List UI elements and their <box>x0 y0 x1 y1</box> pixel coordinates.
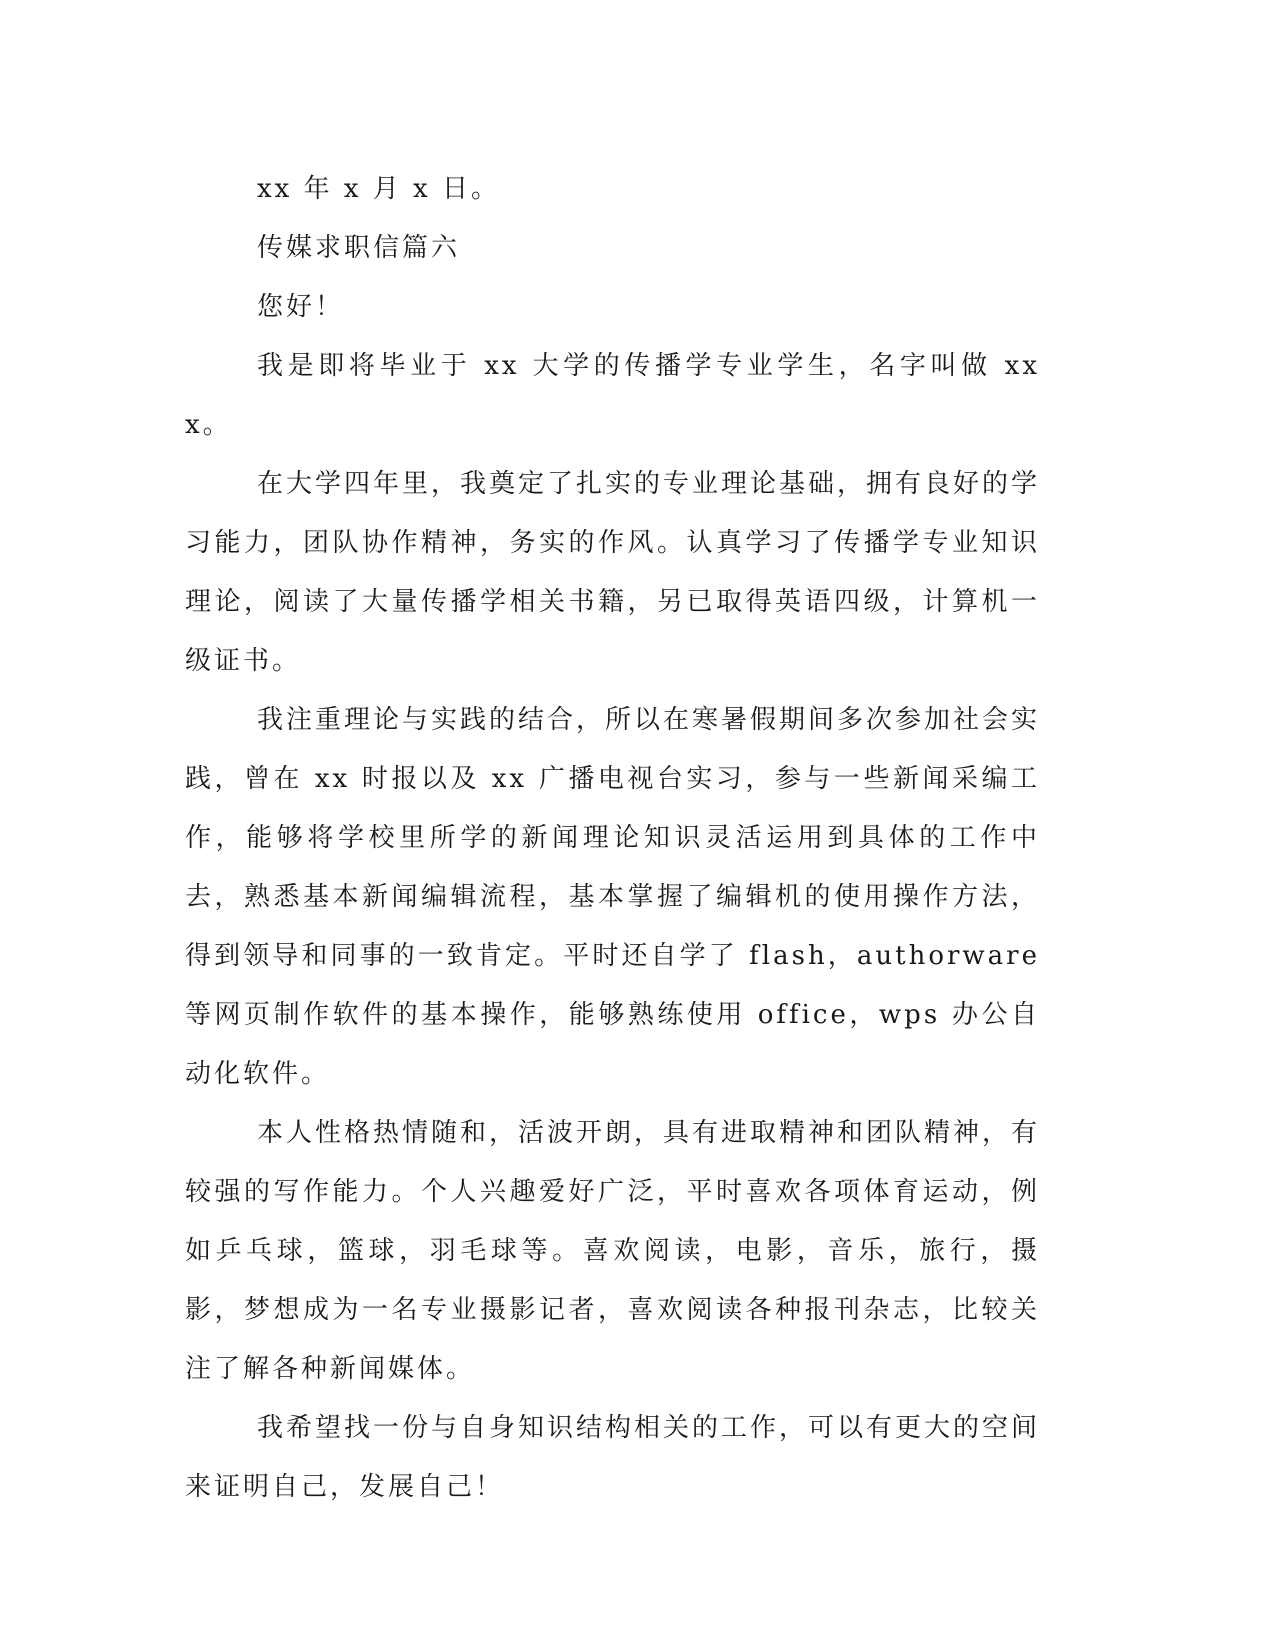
greeting: 您好！ <box>257 292 345 322</box>
letter-body <box>185 160 1040 1517</box>
paragraph-education: 在大学四年里，我奠定了扎实的专业理论基础，拥有良好的学习能力，团队协作精神，务实的作风。认真学习了传播学专业知识理论，阅读了大量传播学相关书籍，另已取得英语四级，计算机一级证书。 <box>185 469 1041 676</box>
paragraph-experience: 我注重理论与实践的结合，所以在寒暑假期间多次参加社会实践，曾在 xx 时报以及 xx 广播电视台实习，参与一些新闻采编工作，能够将学校里所学的新闻理论知识灵活运用到具体的工作中去，熟悉基本新闻编辑流程，基本掌握了编辑机的使用操作方法，得到领导和同事的一致肯定。平时还自学了 flash，authorware 等网页制作软件的基本操作，能够熟练使用 office，wps 办公自动化软件。 <box>185 705 1041 1089</box>
date-line: xx 年 x 月 x 日。 <box>257 174 500 204</box>
paragraph-introduction: 我是即将毕业于 xx 大学的传播学专业学生，名字叫做 xxx。 <box>185 351 1040 440</box>
paragraph-personality: 本人性格热情随和，活波开朗，具有进取精神和团队精神，有较强的写作能力。个人兴趣爱好广泛，平时喜欢各项体育运动，例如乒乓球，篮球，羽毛球等。喜欢阅读，电影，音乐，旅行，摄影，梦想成为一名专业摄影记者，喜欢阅读各种报刊杂志，比较关注了解各种新闻媒体。 <box>185 1118 1041 1384</box>
section-title: 传媒求职信篇六 <box>257 233 461 263</box>
paragraph-closing: 我希望找一份与自身知识结构相关的工作，可以有更大的空间来证明自己，发展自己！ <box>185 1413 1041 1502</box>
